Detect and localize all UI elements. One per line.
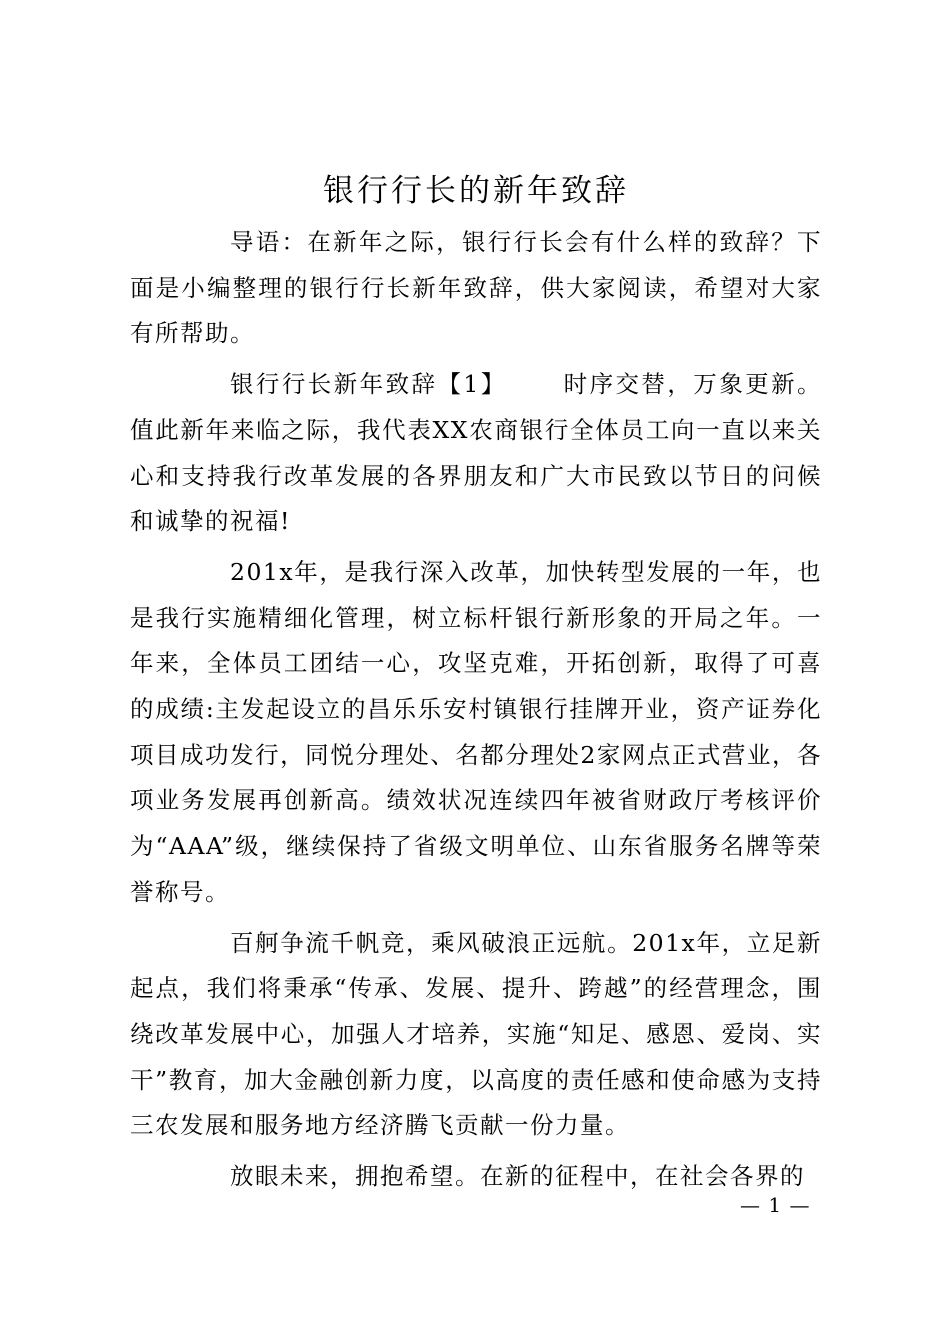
paragraph-3: 百舸争流千帆竞，乘风破浪正远航。201x年，立足新起点，我们将秉承“传承、发展、提升、跨越”的经营理念，围绕改革发展中心，加强人才培养，实施“知足、感恩、爱岗、实干”教育，加大金融创新力度，以高度的责任感和使命感为支持三农发展和服务地方经济腾飞贡献一份力量。 — [130, 928, 822, 1140]
intro-paragraph: 导语：在新年之际，银行行长会有什么样的致辞？下面是小编整理的银行行长新年致辞，供大家阅读，希望对大家有所帮助。 — [130, 228, 822, 348]
section-heading: 银行行长新年致辞【1】 — [230, 370, 507, 399]
paragraph-4: 放眼未来，拥抱希望。在新的征程中，在社会各界的 — [230, 1162, 805, 1191]
document-page — [130, 168, 822, 1205]
document-title: 银行行长的新年致辞 — [323, 173, 629, 209]
paragraph-1-text: 时序交替，万象更新。值此新年来临之际，我代表XX农商银行全体员工向一直以来关心和支持我行改革发展的各界朋友和广大市民致以节日的问候和诚挚的祝福! — [130, 370, 823, 536]
section-paragraph-1 — [130, 362, 822, 545]
page-number: — 1 — — [740, 1193, 811, 1217]
paragraph-2: 201x年，是我行深入改革，加快转型发展的一年，也是我行实施精细化管理，树立标杆银行新形象的开局之年。一年来，全体员工团结一心，攻坚克难，开拓创新，取得了可喜的成绩:主发起设立的昌乐乐安村镇银行挂牌开业，资产证券化项目成功发行，同悦分理处、名都分理处2家网点正式营业，各项业务发展再创新高。绩效状况连续四年被省财政厅考核评价为“AAA”级，继续保持了省级文明单位、山东省服务名牌等荣誉称号。 — [130, 557, 822, 906]
